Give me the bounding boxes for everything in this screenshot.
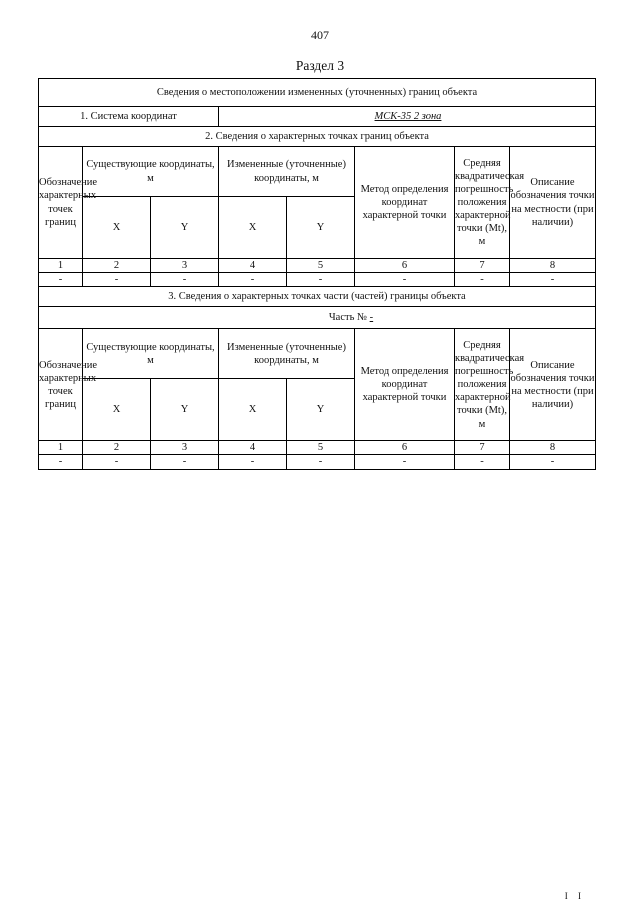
table-row (39, 441, 596, 455)
table-row (39, 259, 596, 273)
coord-system-label: 1. Система координат (39, 107, 219, 127)
col-number: 3 (151, 259, 219, 273)
block3-title: 3. Сведения о характерных точках части (частей) границы объекта (39, 287, 596, 307)
cell-value: - (355, 455, 455, 469)
col-number: 5 (287, 259, 355, 273)
col-number: 4 (219, 259, 287, 273)
col-error: Средняя квадратическая погрешность положения характерной точки (Mt), м (455, 329, 510, 441)
cell-value: - (455, 273, 510, 287)
col-existing-x: X (83, 379, 151, 441)
col-number: 6 (355, 259, 455, 273)
col-number: 2 (83, 441, 151, 455)
cell-value: - (219, 455, 287, 469)
col-existing-y: Y (151, 379, 219, 441)
cell-value: - (39, 273, 83, 287)
table-row (39, 273, 596, 287)
cell-value: - (510, 273, 596, 287)
cell-value: - (287, 273, 355, 287)
cell-value: - (83, 273, 151, 287)
col-number: 1 (39, 441, 83, 455)
cell-value: - (510, 455, 596, 469)
col-description: Описание обозначения точки на местности (при наличии) (510, 147, 596, 259)
block2-title: 2. Сведения о характерных точках границ объекта (39, 127, 596, 147)
col-number: 5 (287, 441, 355, 455)
col-number: 4 (219, 441, 287, 455)
table-row (39, 455, 596, 469)
col-method: Метод определения координат характерной точки (355, 147, 455, 259)
col-number: 3 (151, 441, 219, 455)
cell-value: - (355, 273, 455, 287)
col-existing: Существующие координаты, м (83, 329, 219, 379)
cell-value: - (151, 455, 219, 469)
col-number: 6 (355, 441, 455, 455)
footer-mark: I I (564, 891, 585, 901)
col-changed-y: Y (287, 197, 355, 259)
table-header: Сведения о местоположении измененных (уточненных) границ объекта (39, 79, 596, 107)
col-existing-y: Y (151, 197, 219, 259)
col-changed: Измененные (уточненные) координаты, м (219, 329, 355, 379)
col-number: 7 (455, 441, 510, 455)
col-changed-y: Y (287, 379, 355, 441)
cell-value: - (219, 273, 287, 287)
col-number: 8 (510, 259, 596, 273)
section-title: Раздел 3 (295, 58, 345, 73)
col-number: 7 (455, 259, 510, 273)
col-changed: Измененные (уточненные) координаты, м (219, 147, 355, 197)
col-designation: Обозначение характерных точек границ (39, 147, 83, 259)
col-number: 1 (39, 259, 83, 273)
cell-value: - (287, 455, 355, 469)
col-description: Описание обозначения точки на местности (при наличии) (510, 329, 596, 441)
col-existing-x: X (83, 197, 151, 259)
boundary-table (38, 78, 596, 470)
col-number: 2 (83, 259, 151, 273)
cell-value: - (151, 273, 219, 287)
col-method: Метод определения координат характерной точки (355, 329, 455, 441)
cell-value: - (39, 455, 83, 469)
cell-value: - (83, 455, 151, 469)
cell-value: - (455, 455, 510, 469)
coord-system-value: МСК-35 2 зона (374, 110, 442, 122)
col-designation: Обозначение характерных точек границ (39, 329, 83, 441)
col-existing: Существующие координаты, м (83, 147, 219, 197)
col-changed-x: X (219, 379, 287, 441)
col-number: 8 (510, 441, 596, 455)
col-error: Средняя квадратическая погрешность положения характерной точки (Mt), м (455, 147, 510, 259)
col-changed-x: X (219, 197, 287, 259)
part-label: Часть № (328, 312, 368, 324)
page-number: 407 (311, 28, 329, 42)
part-value: - (369, 312, 374, 324)
